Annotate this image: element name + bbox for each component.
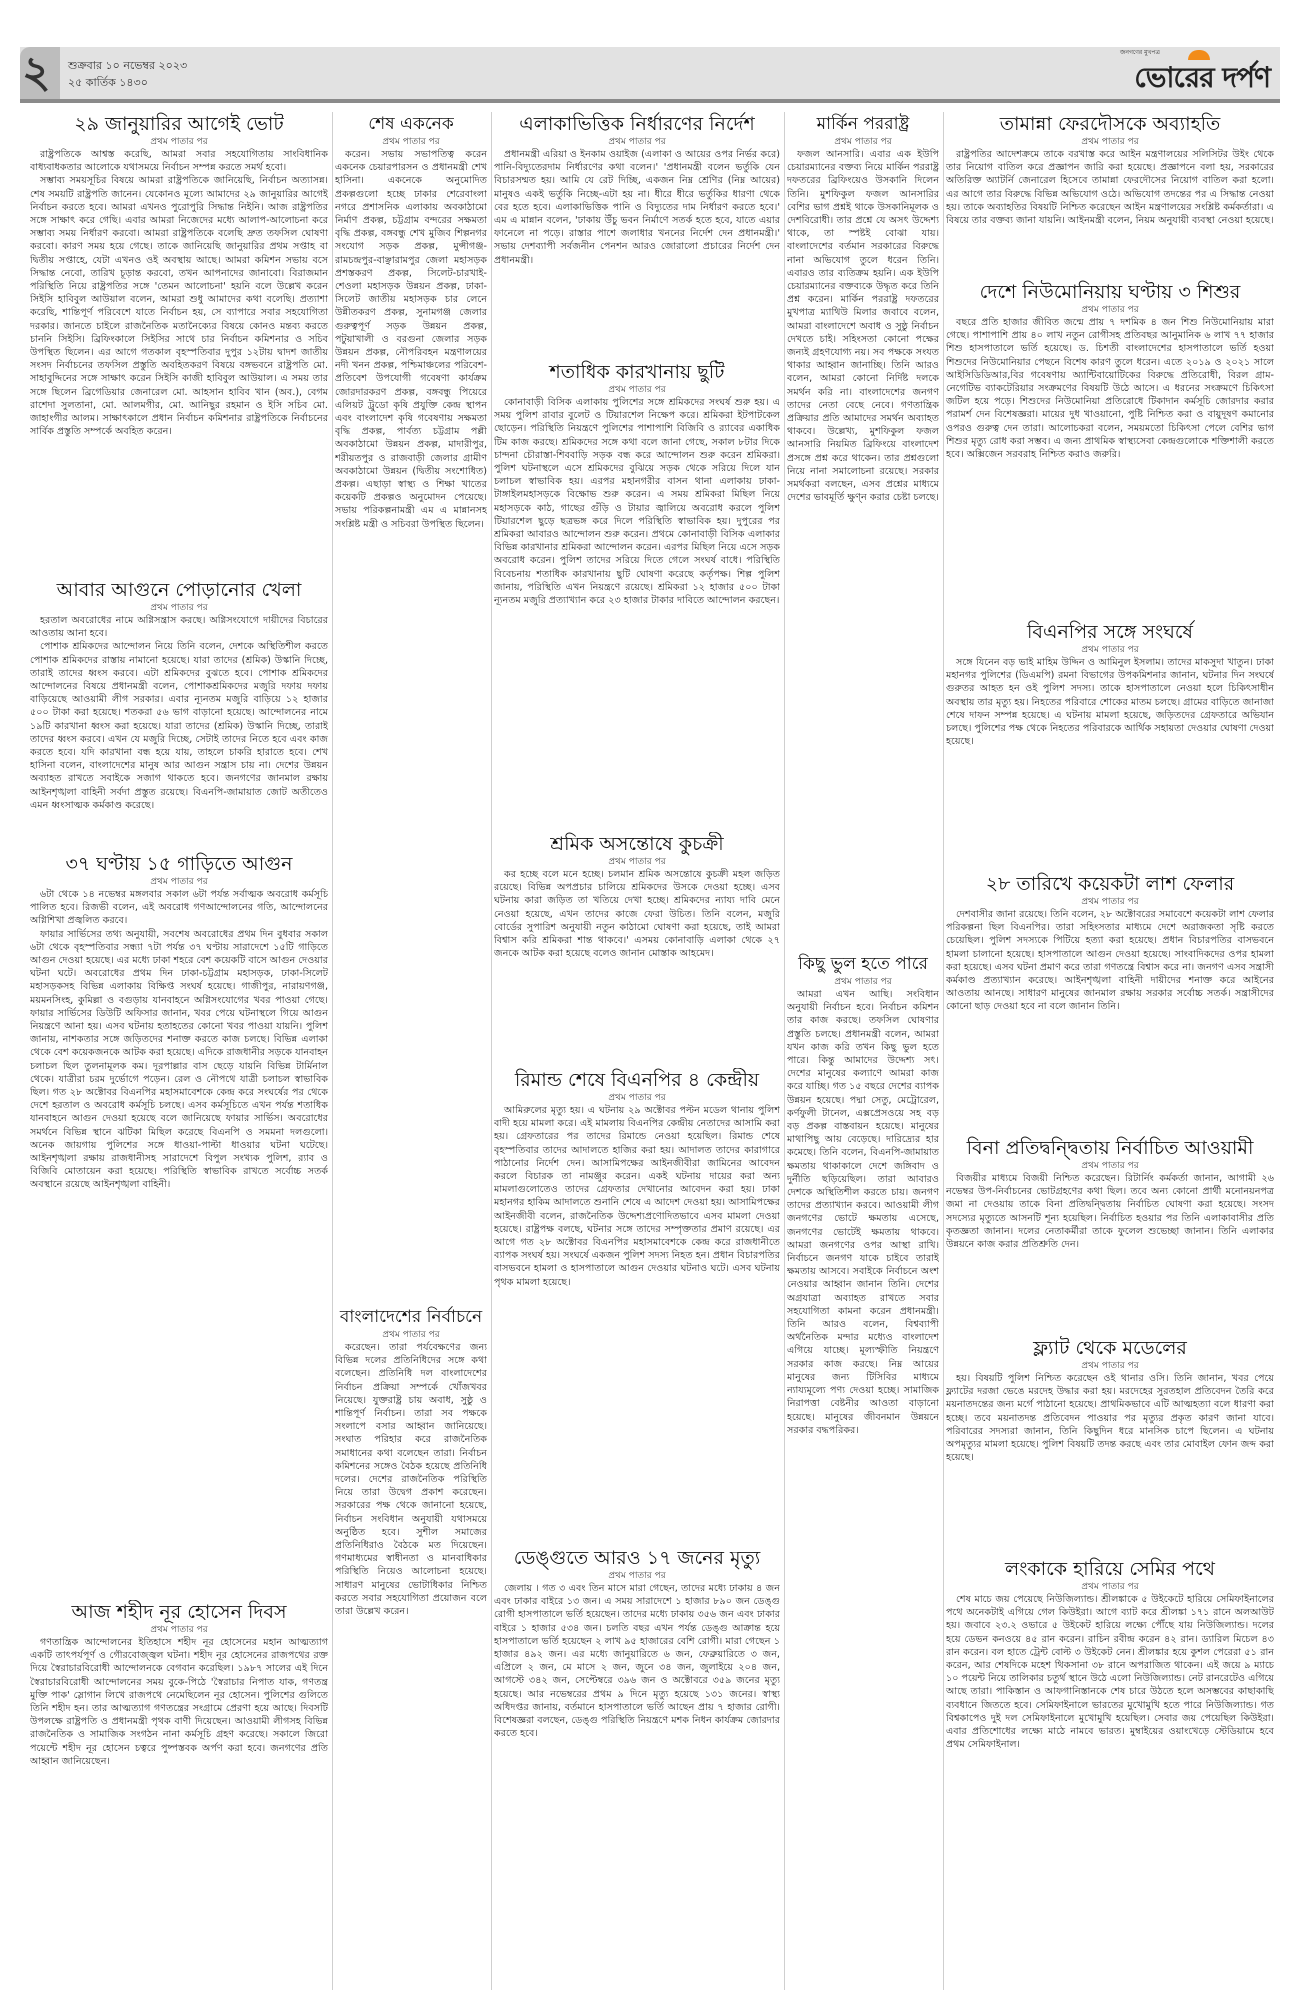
article-headline: ফ্ল্যাট থেকে মডেলের <box>1033 1337 1187 1359</box>
logo-tagline: জনগণের মুখপত্র <box>1120 49 1160 56</box>
continued-from-front-page: প্রথম পাতার পর <box>1081 897 1139 907</box>
continued-from-front-page: প্রথম পাতার পর <box>150 603 208 613</box>
article-headline: কিছু ভুল হতে পারে <box>798 954 928 974</box>
continued-from-front-page: প্রথম পাতার পর <box>608 137 666 147</box>
logo-name: ভোরের দর্পণ <box>1134 61 1270 94</box>
article-paragraph: সম্ভাব্য সময়সূচির বিষয়ে আমরা রাষ্ট্রপতিকে জানিয়েছি, নির্বাচন অত্যাসন্ন। শেষ সময়টি রাষ্ট্রপতি জানেন। যেকোনও মূল্যে আমাদের ২৯ জানুয়ারির আগেই নির্বাচন করতে হবে। আমরা এখনও পুরোপুরি সিদ্ধান্ত নিইনি। আজ রাষ্ট্রপতির সঙ্গে সাক্ষাৎ করে গেছি। এবার আমরা নিজেদের মধ্যে আলাপ-আলোচনা করে সম্ভাব্য সময় নির্ধারণ করবো। আমরা রাষ্ট্রপতিকে বলেছি দ্রুত তফসিল ঘোষণা করবো। কারণ সময় হয়ে গেছে। তাকে জানিয়েছি জানুয়ারির প্রথম সপ্তাহ বা দ্বিতীয় সপ্তাহে, যেটা এখনও ওই অবস্থায় আছে। আমরা কমিশন সভায় বসে সিদ্ধান্ত নেবো, তারিখ চূড়ান্ত করবো, তখন আপনাদের জানাবো। বিরাজমান পরিস্থিতি নিয়ে রাষ্ট্রপতির সঙ্গে 'তেমন আলোচনা' হয়নি বলে উল্লেখ করেন সিইসি হাবিবুল আউয়াল বলেন, আমরা শুধু আমাদের কথা বলেছি। প্রত্যাশা করেছি, শান্তিপূর্ণ পরিবেশে যাতে নির্বাচন হয়, সে ব্যাপারে সবার সহযোগিতা দরকার। জানতে চাইলে রাজনৈতিক মতানৈক্যের বিষয়ে কোনও মন্তব্য করতে চাননি সিইসি। ব্রিফিংকালে সিইসির সাথে চার নির্বাচন কমিশনার ও সচিব উপস্থিত ছিলেন। এর আগে গতকাল বৃহস্পতিবার দুপুর ১২টায় দ্বাদশ জাতীয় সংসদ নির্বাচনের তফসিল প্রস্তুতি অবহিতকরণ বিষয়ে বঙ্গভবনে রাষ্ট্রপতি মো. সাহাবুদ্দিনের সঙ্গে সাক্ষাৎ করেন সিইসি কাজী হাবিবুল আউয়াল। এ সময় তার সঙ্গে ছিলেন ব্রিগেডিয়ার জেনারেল মো. আহসান হাবিব খান (অব.), বেগম রাশেদা সুলতানা, মো. আলমগীর, মো. আনিছুর রহমান ও ইসি সচিব মো. জাহাংগীর আলম। সাক্ষাৎকালে প্রধান নির্বাচন কমিশনার রাষ্ট্রপতিকে নির্বাচনের সার্বিক প্রস্তুতি সম্পর্কে অবহিত করেন। <box>30 175 328 438</box>
news-article <box>946 112 1274 277</box>
article-paragraph: রাষ্ট্রপতিকে আশ্বস্ত করেছি, আমরা সবার সহযোগিতায় সাংবিধানিক বাধ্যবাধকতার আলোকে যথাসময়ে নির্বাচন সম্পন্ন করতে সমর্থ হবো। <box>30 149 328 174</box>
article-paragraph: জেলায় । গত ৩ এবং তিন মাসে মারা গেছেন, তাদের মধ্যে ঢাকায় ৪ জন এবং ঢাকার বাইরে ১৩ জন। এ সময় সারাদেশে ১ হাজার ৮৯০ জন ডেঙ্গু রোগী হাসপাতালে ভর্তি হয়েছেন। তাদের মধ্যে ঢাকায় ৩৫৬ জন এবং ঢাকার বাইরে ১ হাজার ৫৩৪ জন। চলতি বছর এখন পর্যন্ত ডেঙ্গু আক্রান্ত হয়ে হাসপাতালে ভর্তি হয়েছেন ২ লাখ ৯৫ হাজারের বেশি রোগী। মারা গেছেন ১ হাজার ৪৯২ জন। এর মধ্যে জানুয়ারিতে ৬ জন, ফেব্রুয়ারিতে ৩ জন, এপ্রিলে ২ জন, মে মাসে ২ জন, জুনে ৩৪ জন, জুলাইয়ে ২০৪ জন, আগস্টে ৩৪২ জন, সেপ্টেম্বরে ৩৯৬ জন ও অক্টোবরে ৩৫৯ জনের মৃত্যু হয়েছে। আর নভেম্বরের প্রথম ৯ দিনে মৃত্যু হয়েছে ১৩১ জনের। স্বাস্থ্য অধিদপ্তর জানায়, বর্তমানে হাসপাতালে ভর্তি আছেন প্রায় ৭ হাজার রোগী। বিশেষজ্ঞরা বলছেন, ডেঙ্গু পরিস্থিতি নিয়ন্ত্রণে মশক নিধন কার্যক্রম জোরদার করতে হবে। <box>494 1583 780 1740</box>
gregorian-date: শুক্রবার ১০ নভেম্বর ২০২৩ <box>68 59 188 72</box>
article-paragraph: বছরে প্রতি হাজার জীবিত জন্মে প্রায় ৭ দশমিক ৪ জন শিশু নিউমোনিয়ায় মারা গেছে। পাশাপাশি প্রায় ৪০ লাখ নতুন রোগীসহ প্রতিবছর আনুমানিক ৬ লাখ ৭৭ হাজার শিশু হাসপাতালে ভর্তি হয়েছে। ড. চিশতী বাংলাদেশের হাসপাতালে ভর্তি হওয়া শিশুদের নিউমোনিয়ার পেছনে বিশেষ কারণ তুলে ধরেন। এতে ২০১৯ ও ২০২১ সালে আইসিডিডিআর,বির গবেষণায় অ্যান্টিবায়োটিকের বিরুদ্ধে প্রতিরোধী, বিরল গ্রাম-নেগেটিভ ব্যাকটেরিয়ার সংক্রমণের বিষয়টি উঠে আসে। এ ধরনের সংক্রমণে চিকিৎসা জটিল হয়ে পড়ে। শিশুদের নিউমোনিয়া প্রতিরোধে টিকাদান কর্মসূচি জোরদার করার পরামর্শ দেন বিশেষজ্ঞরা। মায়ের দুধ খাওয়ানো, পুষ্টি নিশ্চিত করা ও বায়ুদূষণ কমানোর ওপরও গুরুত্ব দেন তারা। আলোচকরা বলেন, সময়মতো চিকিৎসা পেলে বেশির ভাগ শিশুর মৃত্যু রোধ করা সম্ভব। এ জন্য প্রাথমিক স্বাস্থ্যসেবা কেন্দ্রগুলোকে শক্তিশালী করতে হবে। অক্সিজেন সরবরাহ নিশ্চিত করাও জরুরি। <box>946 317 1274 461</box>
continued-from-front-page: প্রথম পাতার পর <box>150 1625 208 1635</box>
newspaper-logo <box>1120 49 1270 97</box>
article-paragraph: প্রধানমন্ত্রী এরিয়া ও ইনকাম ওয়াইজ (এলাকা ও আয়ের ওপর নির্ভর করে) পানি-বিদ্যুতেরদাম নির্ধারণের কথা বলেন।' 'প্রধানমন্ত্রী বলেন ভর্তুকি যেন বিচারসম্মত হয়। আমি যে রেট দিচ্ছি, একজন নিম্ন শ্রেণির (নিম্ন আয়ের) মানুষও একই ভর্তুকি নিচ্ছে-এটা হয় না। ধীরে ধীরে ভর্তুকির ধারণা থেকে বের হতে হবে। এলাকাভিত্তিক পানি ও বিদ্যুতের দাম নির্ধারণ করতে হবে।' এম এ মান্নান বলেন, 'ঢাকায় উঁচু ভবন নির্মাণে সতর্ক হতে হবে, যাতে এয়ার ফানেলে না পড়ে। রাস্তার পাশে জলাধার খননের নির্দেশ দেন প্রধানমন্ত্রী।' সভায় দেশব্যাপী সর্বজনীন পেনশন আরও জোরালো প্রচারের নির্দেশ দেন প্রধানমন্ত্রী। <box>494 149 780 266</box>
continued-from-front-page: প্রথম পাতার পর <box>1081 645 1139 655</box>
article-headline: লংকাকে হারিয়ে সেমির পথে <box>1005 1558 1215 1580</box>
column-divider <box>491 112 492 1990</box>
article-headline: রিমান্ড শেষে বিএনপির ৪ কেন্দ্রীয় <box>514 1069 760 1091</box>
news-article <box>494 112 780 357</box>
article-headline: এলাকাভিত্তিক নির্ধারণের নির্দেশ <box>519 113 755 135</box>
article-headline: বিনা প্রতিদ্বন্দ্বিতায় নির্বাচিত আওয়ামী <box>966 1137 1254 1159</box>
article-headline: শ্রমিক অসন্তোষে কুচক্রী <box>550 833 724 855</box>
news-article <box>335 112 487 1302</box>
continued-from-front-page: প্রথম পাতার পর <box>608 385 666 395</box>
page-number-tab <box>20 47 60 99</box>
article-paragraph: আমরা এখন আছি। সংবিধান অনুযায়ী নির্বাচন হবে। নির্বাচন কমিশন তার কাজ করছে। তফসিল ঘোষণার প্রস্তুতি চলছে। প্রধানমন্ত্রী বলেন, আমরা যখন কাজ করি তখন কিছু ভুল হতে পারে। কিন্তু আমাদের উদ্দেশ্য সৎ। দেশের মানুষের কল্যাণে আমরা কাজ করে যাচ্ছি। গত ১৫ বছরে দেশের ব্যাপক উন্নয়ন হয়েছে। পদ্মা সেতু, মেট্রোরেল, কর্ণফুলী টানেল, এক্সপ্রেসওয়ে সহ বড় বড় প্রকল্প বাস্তবায়ন হয়েছে। মানুষের মাথাপিছু আয় বেড়েছে। দারিদ্র্যের হার কমেছে। তিনি বলেন, বিএনপি-জামায়াত ক্ষমতায় থাকাকালে দেশে জঙ্গিবাদ ও দুর্নীতি ছড়িয়েছিল। তারা আবারও দেশকে অস্থিতিশীল করতে চায়। জনগণ তাদের প্রত্যাখ্যান করবে। আওয়ামী লীগ জনগণের ভোটে ক্ষমতায় এসেছে, জনগণের ভোটেই ক্ষমতায় থাকবে। আমরা জনগণের ওপর আস্থা রাখি। নির্বাচনে জনগণ যাকে চাইবে তারাই ক্ষমতায় আসবে। সবাইকে নির্বাচনে অংশ নেওয়ার আহ্বান জানান তিনি। দেশের অগ্রযাত্রা অব্যাহত রাখতে সবার সহযোগিতা কামনা করেন প্রধানমন্ত্রী। তিনি আরও বলেন, বিশ্বব্যাপী অর্থনৈতিক মন্দার মধ্যেও বাংলাদেশ এগিয়ে যাচ্ছে। মূল্যস্ফীতি নিয়ন্ত্রণে সরকার কাজ করছে। নিম্ন আয়ের মানুষের জন্য টিসিবির মাধ্যমে ন্যায্যমূল্যে পণ্য দেওয়া হচ্ছে। সামাজিক নিরাপত্তা বেষ্টনীর আওতা বাড়ানো হয়েছে। মানুষের জীবনমান উন্নয়নে সরকার বদ্ধপরিকর। <box>787 989 939 1436</box>
continued-from-front-page: প্রথম পাতার পর <box>1081 305 1139 315</box>
article-paragraph: রাষ্ট্রপতির আদেশক্রমে তাকে বরখাস্ত করে আইন মন্ত্রণালয়ের সলিসিটর উইং থেকে তার নিয়োগ বাতিল করে প্রজ্ঞাপন জারি করা হয়েছে। প্রজ্ঞাপনে বলা হয়, সরকারের অতিরিক্ত অ্যাটর্নি জেনারেল হিসেবে তামান্না ফেরদৌসের নিয়োগ বাতিল করা হলো। এর আগে তার বিরুদ্ধে বিভিন্ন অভিযোগ ওঠে। অভিযোগ তদন্তের পর এ সিদ্ধান্ত নেওয়া হয়। তাকে অব্যাহতির বিষয়টি নিশ্চিত করেছেন আইন মন্ত্রণালয়ের সংশ্লিষ্ট কর্মকর্তারা। এ বিষয়ে তার বক্তব্য জানা যায়নি। আইনমন্ত্রী বলেন, নিয়ম অনুযায়ী ব্যবস্থা নেওয়া হয়েছে। <box>946 149 1274 227</box>
news-article <box>946 1557 1274 1990</box>
news-article <box>946 1336 1274 1554</box>
article-headline: মার্কিন পররাষ্ট্র <box>816 114 910 134</box>
article-headline: শতাধিক কারখানায় ছুটি <box>549 361 725 383</box>
continued-from-front-page: প্রথম পাতার পর <box>1081 1361 1139 1371</box>
news-article <box>946 1136 1274 1334</box>
continued-from-front-page: প্রথম পাতার পর <box>382 1330 440 1340</box>
continued-from-front-page: প্রথম পাতার পর <box>1081 1161 1139 1171</box>
page-number: ২ <box>22 47 51 98</box>
news-article <box>787 952 939 1990</box>
article-headline: দেশে নিউমোনিয়ায় ঘণ্টায় ৩ শিশুর <box>979 281 1241 303</box>
column-divider <box>784 112 785 1990</box>
date-block <box>68 57 187 91</box>
article-paragraph: গণতান্ত্রিক আন্দোলনের ইতিহাসে শহীদ নূর হোসেনের মহান আত্মত্যাগ একটি তাৎপর্যপূর্ণ ও গৌরবোজ্জ্বল ঘটনা। শহীদ নূর হোসেনের রাজপথের রক্ত দিয়ে স্বৈরাচারবিরোধী আন্দোলনকে বেগবান করেছিল। ১৯৮৭ সালের এই দিনে স্বৈরাচারবিরোধী আন্দোলনের সময় বুকে-পিঠে 'স্বৈরাচার নিপাত যাক, গণতন্ত্র মুক্তি পাক' স্লোগান লিখে রাজপথে নেমেছিলেন নূর হোসেন। পুলিশের গুলিতে তিনি শহীদ হন। তার আত্মত্যাগ গণতন্ত্রের সংগ্রামে প্রেরণা হয়ে আছে। দিবসটি উপলক্ষে রাষ্ট্রপতি ও প্রধানমন্ত্রী পৃথক বাণী দিয়েছেন। আওয়ামী লীগসহ বিভিন্ন রাজনৈতিক ও সামাজিক সংগঠন নানা কর্মসূচি গ্রহণ করেছে। সকালে জিরো পয়েন্টে শহীদ নূর হোসেন চত্বরে পুষ্পস্তবক অর্পণ করা হবে। জনগণের প্রতি আহ্বান জানিয়েছেন। <box>30 1637 328 1767</box>
news-article <box>494 1068 780 1543</box>
article-paragraph: হয়। বিষয়টি পুলিশ নিশ্চিত করেছেন ওই থানার ওসি। তিনি জানান, খবর পেয়ে ফ্ল্যাটের দরজা ভেঙে মরদেহ উদ্ধার করা হয়। মরদেহের সুরতহাল প্রতিবেদন তৈরি করে ময়নাতদন্তের জন্য মর্গে পাঠানো হয়েছে। প্রাথমিকভাবে এটি আত্মহত্যা বলে ধারণা করা হচ্ছে। তবে ময়নাতদন্ত প্রতিবেদন পাওয়ার পর মৃত্যুর প্রকৃত কারণ জানা যাবে। পরিবারের সদস্যরা জানান, তিনি কিছুদিন ধরে মানসিক চাপে ছিলেন। এ ঘটনায় অপমৃত্যুর মামলা হয়েছে। পুলিশ বিষয়টি তদন্ত করছে এবং তার মোবাইল ফোন জব্দ করা হয়েছে। <box>946 1373 1274 1464</box>
article-headline: আবার আগুনে পোড়ানোর খেলা <box>56 579 302 601</box>
news-article <box>946 872 1274 1134</box>
column-divider <box>943 112 944 1990</box>
news-article <box>30 112 328 574</box>
article-paragraph: কোনাবাড়ী বিসিক এলাকায় পুলিশের সঙ্গে শ্রমিকদের সংঘর্ষ শুরু হয়। এ সময় পুলিশ রাবার বুলেট ও টিয়ারশেল নিক্ষেপ করে। শ্রমিকরা ইটপাটকেল ছোড়েন। পরিস্থিতি নিয়ন্ত্রণে পুলিশের পাশাপাশি বিজিবি ও র‌্যাবের একাধিক টিম কাজ করছে। শ্রমিকদের সঙ্গে কথা বলে জানা গেছে, সকাল ৮টার দিকে চান্দনা চৌরাস্তা-শিববাড়ি সড়ক বন্ধ করে আন্দোলন শুরু করেন শ্রমিকরা। পুলিশ ঘটনাস্থলে এসে শ্রমিকদের বুঝিয়ে সড়ক থেকে সরিয়ে দিলে যান চলাচল স্বাভাবিক হয়। এরপর মহানগরীর বাসন থানা এলাকায় ঢাকা-টাঙ্গাইলমহাসড়কে বিক্ষোভ শুরু করেন। এ সময় শ্রমিকরা মিছিল নিয়ে মহাসড়কে কাঠ, গাছের গুঁড়ি ও টায়ার জ্বালিয়ে অবরোধ করলে পুলিশ টিয়ারশেল ছুড়ে ছত্রভঙ্গ করে দিলে পরিস্থিতি স্বাভাবিক হয়। দুপুরের পর শ্রমিকরা আবারও আন্দোলন শুরু করেন। প্রথমে কোনাবাড়ী বিসিক এলাকার বিভিন্ন কারখানার শ্রমিকরা আন্দোলন করেন। এরপর মিছিল নিয়ে এসে সড়ক অবরোধ করেন। পুলিশ তাদের সরিয়ে দিতে গেলে সংঘর্ষ বাধে। পরিস্থিতি বিবেচনায় শতাধিক কারখানায় ছুটি ঘোষণা করেছে কর্তৃপক্ষ। শিল্প পুলিশ জানায়, পরিস্থিতি এখন নিয়ন্ত্রণে রয়েছে। শ্রমিকরা ১২ হাজার ৫০০ টাকা ন্যূনতম মজুরি প্রত্যাখ্যান করে ২৩ হাজার টাকার দাবিতে আন্দোলন করছেন। <box>494 397 780 607</box>
article-paragraph: আমিরুলের মৃত্যু হয়। এ ঘটনায় ২৯ অক্টোবর পল্টন মডেল থানায় পুলিশ বাদী হয়ে মামলা করে। এই মামলায় বিএনপির কেন্দ্রীয় নেতাদের আসামি করা হয়। গ্রেফতারের পর তাদের রিমান্ডে নেওয়া হয়েছিল। রিমান্ড শেষে বৃহস্পতিবার তাদের আদালতে হাজির করা হয়। আদালত তাদের কারাগারে পাঠানোর নির্দেশ দেন। আসামিপক্ষের আইনজীবীরা জামিনের আবেদন করলে বিচারক তা নামঞ্জুর করেন। একই ঘটনায় দায়ের করা অন্য মামলাগুলোতেও তাদের গ্রেফতার দেখানোর আবেদন করা হয়। ঢাকা মহানগর হাকিম আদালতে শুনানি শেষে এ আদেশ দেওয়া হয়। আসামিপক্ষের আইনজীবী বলেন, রাজনৈতিক উদ্দেশ্যপ্রণোদিতভাবে এসব মামলা দেওয়া হয়েছে। রাষ্ট্রপক্ষ বলছে, ঘটনার সঙ্গে তাদের সম্পৃক্ততার প্রমাণ রয়েছে। এর আগে গত ২৮ অক্টোবর বিএনপির মহাসমাবেশকে কেন্দ্র করে রাজধানীতে ব্যাপক সংঘর্ষ হয়। সংঘর্ষে একজন পুলিশ সদস্য নিহত হন। প্রধান বিচারপতির বাসভবনে হামলা ও হাসপাতালে আগুন দেওয়ার ঘটনাও ঘটে। এসব ঘটনায় পৃথক মামলা হয়েছে। <box>494 1105 780 1288</box>
continued-from-front-page: প্রথম পাতার পর <box>834 137 892 147</box>
continued-from-front-page: প্রথম পাতার পর <box>382 137 440 147</box>
article-paragraph: কর হচ্ছে বলে মনে হচ্ছে। চলমান শ্রমিক অসন্তোষে কুচক্রী মহল জড়িত রয়েছে। বিভিন্ন অপপ্রচার চালিয়ে শ্রমিকদের উসকে দেওয়া হচ্ছে। এসব ঘটনায় কারা জড়িত তা খতিয়ে দেখা হচ্ছে। শ্রমিকদের ন্যায্য দাবি মেনে নেওয়া হয়েছে, এখন তাদের কাজে ফেরা উচিত। তিনি বলেন, মজুরি বোর্ডের সুপারিশ অনুযায়ী নতুন কাঠামো ঘোষণা করা হয়েছে, তাই আমরা বিশ্বাস করি শ্রমিকরা শান্ত থাকবে।' এসময় কোনাবাড়ি এলাকা থেকে ২৭ জনকে আটক করা হয়েছে বলেও জানান মোস্তাক আহমেদ। <box>494 869 780 960</box>
article-paragraph: করেন। সভায় সভাপতিত্ব করেন একনেক চেয়ারপারসন ও প্রধানমন্ত্রী শেখ হাসিনা। একনেকে অনুমোদিত প্রকল্পগুলো হচ্ছে ঢাকার শেরেবাংলা নগরে প্রশাসনিক এলাকায় অবকাঠামো নির্মাণ প্রকল্প, চট্টগ্রাম বন্দরের সক্ষমতা বৃদ্ধি প্রকল্প, বঙ্গবন্ধু শেখ মুজিব শিল্পনগর সংযোগ সড়ক প্রকল্প, মুন্সীগঞ্জ-রামচন্দ্রপুর-বাঞ্ছারামপুর জেলা মহাসড়ক প্রশস্তকরণ প্রকল্প, সিলেট-চারখাই-শেওলা মহাসড়ক উন্নয়ন প্রকল্প, ঢাকা-সিলেট জাতীয় মহাসড়ক চার লেনে উন্নীতকরণ প্রকল্প, সুনামগঞ্জ জেলার গুরুত্বপূর্ণ সড়ক উন্নয়ন প্রকল্প, পটুয়াখালী ও বরগুনা জেলার সড়ক উন্নয়ন প্রকল্প, নৌপরিবহন মন্ত্রণালয়ের নদী খনন প্রকল্প, পশ্চিমাঞ্চলের পরিবেশ-প্রতিবেশ উপযোগী গবেষণা কার্যক্রম জোরদারকরণ প্রকল্প, বঙ্গবন্ধু পিয়েরে এলিয়ট ট্রুডো কৃষি প্রযুক্তি কেন্দ্র স্থাপন এবং বাংলাদেশ কৃষি গবেষণায় সক্ষমতা বৃদ্ধি প্রকল্প, পার্বত্য চট্টগ্রাম পল্লী অবকাঠামো উন্নয়ন প্রকল্প, মাদারীপুর, শরীয়তপুর ও রাজবাড়ী জেলার গ্রামীণ অবকাঠামো উন্নয়ন (দ্বিতীয় সংশোধিত) প্রকল্প। এছাড়া স্বাস্থ্য ও শিক্ষা খাতের কয়েকটি প্রকল্পও অনুমোদন পেয়েছে। সভায় পরিকল্পনামন্ত্রী এম এ মান্নানসহ সংশ্লিষ্ট মন্ত্রী ও সচিবরা উপস্থিত ছিলেন। <box>335 149 487 530</box>
continued-from-front-page: প্রথম পাতার পর <box>608 857 666 867</box>
article-headline: ৩৭ ঘণ্টায় ১৫ গাড়িতে আগুন <box>65 853 293 875</box>
article-paragraph: ৬টা থেকে ১৪ নভেম্বর মঙ্গলবার সকাল ৬টা পর্যন্ত সর্বাত্মক অবরোধ কর্মসূচি পালিত হবে। রিজভী বলেন, এই অবরোধ গণআন্দোলনের গতি, আন্দোলনের অগ্নিশিখা প্রজ্বলিত করবে। <box>30 889 328 927</box>
article-headline: শেষ একনেক <box>368 114 454 134</box>
news-article <box>494 1546 780 1990</box>
bengali-date: ২৫ কার্তিক ১৪৩০ <box>68 76 148 89</box>
article-paragraph: হরতাল অবরোধের নামে অগ্নিসন্ত্রাস করছে। অগ্নিসংযোগে দায়ীদের বিচারের আওতায় আনা হবে। <box>30 615 328 640</box>
news-article <box>946 280 1274 616</box>
article-headline: ২৮ তারিখে কয়েকটা লাশ ফেলার <box>985 873 1235 895</box>
news-article <box>30 852 328 1597</box>
news-article <box>30 578 328 850</box>
article-paragraph: ফায়ার সার্ভিসের তথ্য অনুযায়ী, সবশেষ অবরোধের প্রথম দিন বুধবার সকাল ৬টা থেকে বৃহস্পতিবার সন্ধ্যা ৭টা পর্যন্ত ৩৭ ঘণ্টায় সারাদেশে ১৫টি গাড়িতে আগুন দেওয়া হয়েছে। এর মধ্যে ঢাকা শহরে বেশ কয়েকটি বাসে আগুন দেওয়ার ঘটনা ঘটে। অবরোধের প্রথম দিন ঢাকা-চট্টগ্রাম মহাসড়ক, ঢাকা-সিলেট মহাসড়কসহ বিভিন্ন এলাকায় বিক্ষিপ্ত সংঘর্ষ হয়েছে। গাজীপুর, নারায়ণগঞ্জ, ময়মনসিংহ, কুমিল্লা ও বগুড়ায় যানবাহনে অগ্নিসংযোগের খবর পাওয়া গেছে। ফায়ার সার্ভিসের ডিউটি অফিসার জানান, খবর পেয়ে ঘটনাস্থলে গিয়ে আগুন নিয়ন্ত্রণে আনা হয়। এসব ঘটনায় হতাহতের কোনো খবর পাওয়া যায়নি। পুলিশ জানায়, নাশকতার সঙ্গে জড়িতদের শনাক্ত করতে কাজ চলছে। বিভিন্ন এলাকা থেকে বেশ কয়েকজনকে আটক করা হয়েছে। এদিকে রাজধানীর সড়কে যানবাহন চলাচল ছিল তুলনামূলক কম। দূরপাল্লার বাস ছেড়ে যায়নি বিভিন্ন টার্মিনাল থেকে। যাত্রীরা চরম দুর্ভোগে পড়েন। রেল ও নৌপথে যাত্রী চলাচল স্বাভাবিক ছিল। গত ২৮ অক্টোবর বিএনপির মহাসমাবেশকে কেন্দ্র করে সংঘর্ষের পর থেকে দেশে হরতাল ও অবরোধ কর্মসূচি চলছে। এসব কর্মসূচিতে এখন পর্যন্ত শতাধিক যানবাহনে আগুন দেওয়া হয়েছে বলে জানিয়েছে ফায়ার সার্ভিস। অবরোধের সমর্থনে বিভিন্ন স্থানে ঝটিকা মিছিল করেছে বিএনপি ও সমমনা দলগুলো। অনেক জায়গায় পুলিশের সঙ্গে ধাওয়া-পাল্টা ধাওয়ার ঘটনা ঘটেছে। আইনশৃঙ্খলা রক্ষায় রাজধানীসহ সারাদেশে বিপুল সংখ্যক পুলিশ, র‌্যাব ও বিজিবি মোতায়েন করা হয়েছে। পরিস্থিতি স্বাভাবিক রাখতে সর্বোচ্চ সতর্ক অবস্থানে রয়েছে আইনশৃঙ্খলা বাহিনী। <box>30 928 328 1191</box>
news-article <box>946 620 1274 870</box>
news-article <box>30 1600 328 1990</box>
article-paragraph: বিজয়ীর মাধ্যমে বিজয়ী নিশ্চিত করেছেন। রিটার্নিং কর্মকর্তা জানান, আগামী ২৬ নভেম্বর উপ-নির্বাচনের ভোটগ্রহণের কথা ছিল। তবে অন্য কোনো প্রার্থী মনোনয়নপত্র জমা না দেওয়ায় তাকে বিনা প্রতিদ্বন্দ্বিতায় নির্বাচিত ঘোষণা করা হয়েছে। সংসদ সদস্যের মৃত্যুতে আসনটি শূন্য হয়েছিল। নির্বাচিত হওয়ার পর তিনি এলাকাবাসীর প্রতি কৃতজ্ঞতা জানান। দলের নেতাকর্মীরা তাকে ফুলেল শুভেচ্ছা জানান। তিনি এলাকার উন্নয়নে কাজ করার প্রতিশ্রুতি দেন। <box>946 1173 1274 1251</box>
article-paragraph: দেশবাসীর জানা রয়েছে। তিনি বলেন, ২৮ অক্টোবরের সমাবেশে কয়েকটা লাশ ফেলার পরিকল্পনা ছিল বিএনপির। তারা সহিংসতার মাধ্যমে দেশে অরাজকতা সৃষ্টি করতে চেয়েছিল। পুলিশ সদস্যকে পিটিয়ে হত্যা করা হয়েছে। প্রধান বিচারপতির বাসভবনে হামলা চালানো হয়েছে। হাসপাতালে আগুন দেওয়া হয়েছে। সাংবাদিকদের ওপর হামলা করা হয়েছে। এসব ঘটনা প্রমাণ করে তারা গণতন্ত্রে বিশ্বাস করে না। জনগণ এসব সন্ত্রাসী কর্মকাণ্ড প্রত্যাখ্যান করেছে। আইনশৃঙ্খলা বাহিনী দায়ীদের শনাক্ত করে আইনের আওতায় আনছে। সাধারণ মানুষের জানমাল রক্ষায় সরকার সর্বোচ্চ সতর্ক। সন্ত্রাসীদের কোনো ছাড় দেওয়া হবে না বলে জানান তিনি। <box>946 909 1274 1013</box>
article-paragraph: করেছেন। তারা পর্যবেক্ষণের জন্য বিভিন্ন দলের প্রতিনিধিদের সঙ্গে কথা বলেছেন। প্রতিনিধি দল বাংলাদেশের নির্বাচন প্রক্রিয়া সম্পর্কে খোঁজখবর নিয়েছে। যুক্তরাষ্ট্র চায় অবাধ, সুষ্ঠু ও শান্তিপূর্ণ নির্বাচন। তারা সব পক্ষকে সংলাপে বসার আহ্বান জানিয়েছে। সংঘাত পরিহার করে রাজনৈতিক সমাধানের কথা বলেছেন তারা। নির্বাচন কমিশনের সঙ্গেও বৈঠক হয়েছে প্রতিনিধি দলের। দেশের রাজনৈতিক পরিস্থিতি নিয়ে তারা উদ্বেগ প্রকাশ করেছেন। সরকারের পক্ষ থেকে জানানো হয়েছে, নির্বাচন সংবিধান অনুযায়ী যথাসময়ে অনুষ্ঠিত হবে। সুশীল সমাজের প্রতিনিধিরাও বৈঠকে মত দিয়েছেন। গণমাধ্যমের স্বাধীনতা ও মানবাধিকার পরিস্থিতি নিয়েও আলোচনা হয়েছে। সাধারণ মানুষের ভোটাধিকার নিশ্চিত করতে সবার সহযোগিতা প্রয়োজন বলে তারা উল্লেখ করেন। <box>335 1342 487 1618</box>
continued-from-front-page: প্রথম পাতার পর <box>608 1571 666 1581</box>
article-headline: বাংলাদেশের নির্বাচনে <box>339 1307 483 1327</box>
continued-from-front-page: প্রথম পাতার পর <box>1081 137 1139 147</box>
continued-from-front-page: প্রথম পাতার পর <box>150 137 208 147</box>
article-headline: বিএনপির সঙ্গে সংঘর্ষে <box>1026 621 1194 643</box>
article-paragraph: সঙ্গে যিনেন বড় ভাই মাহিম উদ্দিন ও আমিনুল ইসলাম। তাদের মাকসুদা খাতুন। ঢাকা মহানগর পুলিশের (ডিএমপি) রমনা বিভাগের উপকমিশনার জানান, ঘটনার দিন সংঘর্ষে গুরুতর আহত হন ওই পুলিশ সদস্য। তাকে হাসপাতালে নেওয়া হলে চিকিৎসাধীন অবস্থায় তার মৃত্যু হয়। নিহতের পরিবারে শোকের মাতম চলছে। গ্রামের বাড়িতে জানাজা শেষে দাফন সম্পন্ন হয়েছে। এ ঘটনায় মামলা হয়েছে, জড়িতদের গ্রেফতারে অভিযান চলছে। পুলিশের পক্ষ থেকে নিহতের পরিবারকে আর্থিক সহায়তা দেওয়ার ঘোষণা দেওয়া হয়েছে। <box>946 657 1274 748</box>
continued-from-front-page: প্রথম পাতার পর <box>608 1093 666 1103</box>
article-headline: ডেঙ্গুতে আরও ১৭ জনের মৃত্যু <box>513 1547 761 1569</box>
article-headline: তামান্না ফেরদৌসকে অব্যাহতি <box>999 113 1221 135</box>
news-article <box>494 832 780 1064</box>
news-article <box>787 112 939 950</box>
news-article <box>335 1305 487 1990</box>
article-headline: আজ শহীদ নূর হোসেন দিবস <box>71 1601 287 1623</box>
article-headline: ২৯ জানুয়ারির আগেই ভোট <box>74 113 284 135</box>
column-divider <box>332 112 333 1990</box>
continued-from-front-page: প্রথম পাতার পর <box>834 977 892 987</box>
masthead <box>20 47 1280 103</box>
continued-from-front-page: প্রথম পাতার পর <box>150 877 208 887</box>
news-article <box>494 360 780 828</box>
sun-icon <box>1188 50 1210 60</box>
continued-from-front-page: প্রথম পাতার পর <box>1081 1582 1139 1592</box>
article-paragraph: ফজল আনসারি। এবার এক ইউপি চেয়ারম্যানের বক্তব্য নিয়ে মার্কিন পররাষ্ট্র দফতরের ব্রিফিংয়েও উসকানি দিলেন তিনি। মুশফিকুল ফজল আনসারির বেশির ভাগ প্রশ্নই থাকে উসকানিমূলক ও দেশবিরোধী। তার প্রশ্নে যে অসৎ উদ্দেশ্য থাকে, তা স্পষ্টই বোঝা যায়। বাংলাদেশের বর্তমান সরকারের বিরুদ্ধে নানা অভিযোগ তুলে ধরেন তিনি। এবারও তার ব্যতিক্রম হয়নি। এক ইউপি চেয়ারম্যানের বক্তব্যকে উদ্ধৃত করে তিনি প্রশ্ন করেন। মার্কিন পররাষ্ট্র দফতরের মুখপাত্র ম্যাথিউ মিলার জবাবে বলেন, আমরা বাংলাদেশে অবাধ ও সুষ্ঠু নির্বাচন দেখতে চাই। সহিংসতা কোনো পক্ষের জন্যই গ্রহণযোগ্য নয়। সব পক্ষকে সংযত থাকার আহ্বান জানাচ্ছি। তিনি আরও বলেন, আমরা কোনো নির্দিষ্ট দলকে সমর্থন করি না। বাংলাদেশের জনগণ তাদের নেতা বেছে নেবে। গণতান্ত্রিক প্রক্রিয়ার প্রতি আমাদের সমর্থন অব্যাহত থাকবে। উল্লেখ্য, মুশফিকুল ফজল আনসারি নিয়মিত ব্রিফিংয়ে বাংলাদেশ প্রসঙ্গে প্রশ্ন করে থাকেন। তার প্রশ্নগুলো নিয়ে নানা সমালোচনা রয়েছে। সরকার সমর্থকরা বলছেন, এসব প্রশ্নের মাধ্যমে দেশের ভাবমূর্তি ক্ষুণ্ন করার চেষ্টা চলছে। <box>787 149 939 504</box>
article-paragraph: শেষ মাচে জয় পেয়েছে নিউজিল্যান্ড। শ্রীলঙ্কাকে ৫ উইকেটে হারিয়ে সেমিফাইনালের পথে অনেকটাই এগিয়ে গেল কিউইরা। আগে ব্যাট করে শ্রীলঙ্কা ১৭১ রানে অলআউট হয়। জবাবে ২৩.২ ওভারে ৫ উইকেট হারিয়ে লক্ষ্যে পৌঁছে যায় নিউজিল্যান্ড। দলের হয়ে ডেভন কনওয়ে ৪৫ রান করেন। রাচিন রবীন্দ্র করেন ৪২ রান। ড্যারিল মিচেল ৪৩ রান করেন। বল হাতে ট্রেন্ট বোল্ট ৩ উইকেট নেন। শ্রীলঙ্কার হয়ে কুশল পেরেরা ৫১ রান করেন, আর শেষদিকে মহেশ থিকসানা ৩৮ রানে অপরাজিত থাকেন। এই জয়ে ৯ ম্যাচে ১০ পয়েন্ট নিয়ে তালিকার চতুর্থ স্থানে উঠে এলো নিউজিল্যান্ড। নেট রানরেটেও এগিয়ে আছে তারা। পাকিস্তান ও আফগানিস্তানকে শেষ চারে উঠতে হলে অসম্ভবের কাছাকাছি ব্যবধানে জিততে হবে। সেমিফাইনালে ভারতের মুখোমুখি হতে পারে নিউজিল্যান্ড। গত বিশ্বকাপেও দুই দল সেমিফাইনালে মুখোমুখি হয়েছিল। সেবার জয় পেয়েছিল কিউইরা। এবার প্রতিশোধের লক্ষ্যে মাঠে নামবে ভারত। মুম্বাইয়ের ওয়াংখেড়ে স্টেডিয়ামে হবে প্রথম সেমিফাইনাল। <box>946 1594 1274 1751</box>
article-paragraph: পোশাক শ্রমিকদের আন্দোলন নিয়ে তিনি বলেন, দেশকে অস্থিতিশীল করতে পোশাক শ্রমিকদের রাস্তায় নামানো হয়েছে। যারা তাদের (শ্রমিক) উস্কানি দিচ্ছে, তারাই তাদের ধ্বংস করবে। এটা শ্রমিকদের বুঝতে হবে। পোশাক শ্রমিকদের আন্দোলনের বিষয়ে প্রধানমন্ত্রী বলেন, পোশাকশ্রমিকদের মজুরি দফায় দফায় বাড়িয়েছে আওয়ামী লীগ সরকার। এবার ন্যূনতম মজুরি বাড়িয়ে ১২ হাজার ৫০০ টাকা করা হয়েছে। শতকরা ৫৬ ভাগ বাড়ানো হয়েছে। আন্দোলনের নামে ১৯টি কারখানা ধ্বংস করা হয়েছে। যারা তাদের (শ্রমিক) উস্কানি দিচ্ছে, তারাই তাদের ধ্বংস করবে। এখন যে মজুরি দিচ্ছে, সেটাই তাদের নিতে হবে এবং কাজ করতে হবে। যদি কারখানা বন্ধ হয়ে যায়, তাহলে চাকরি হারাতে হবে। শেখ হাসিনা বলেন, বাংলাদেশের মানুষ আর আগুন সন্ত্রাস চায় না। দেশের উন্নয়ন অব্যাহত রাখতে সবাইকে সজাগ থাকতে হবে। জনগণের জানমাল রক্ষায় আইনশৃঙ্খলা বাহিনী সর্বদা প্রস্তুত রয়েছে। বিএনপি-জামায়াত জোট অতীতেও এমন ধ্বংসাত্মক কর্মকাণ্ড করেছে। <box>30 641 328 811</box>
